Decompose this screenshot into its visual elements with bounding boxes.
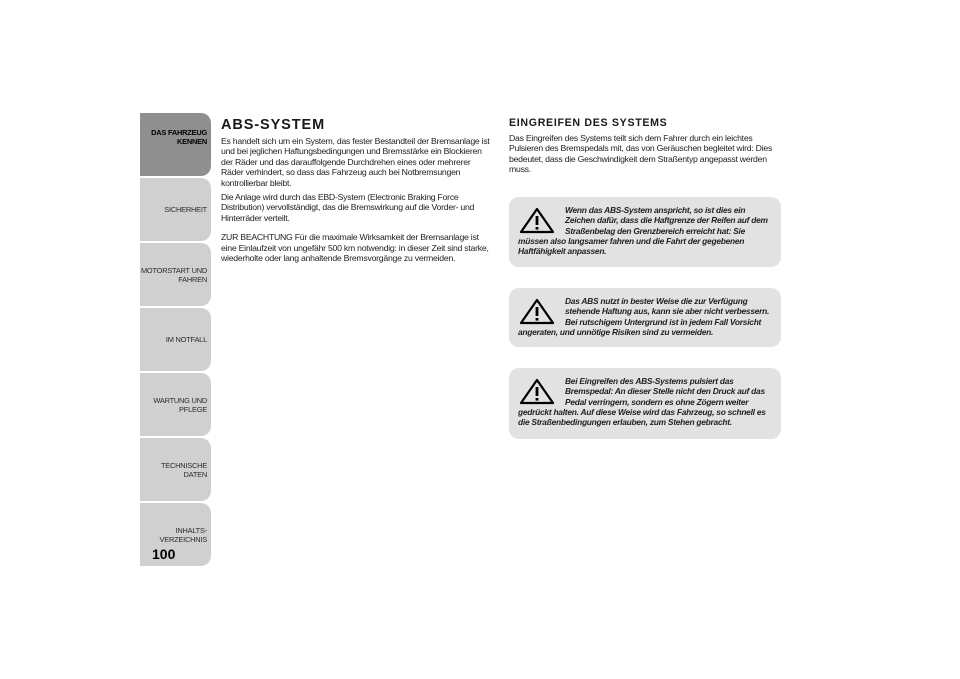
tab-label: INHALTS- VERZEICHNIS (159, 525, 207, 544)
tab-label: IM NOTFALL (165, 335, 207, 344)
tab-wartung-und-pflege[interactable] (140, 373, 211, 436)
system-intervention-section (509, 117, 781, 175)
warning-box (509, 197, 781, 267)
paragraph: Die Anlage wird durch das EBD-System (Electronic Braking Force Distribution) vervollständigt, das die Bremswirkung auf die Vorder- und Hinterräder verteilt. (221, 192, 475, 223)
warning-text: Wenn das ABS-System anspricht, so ist dies ein Zeichen dafür, dass die Haftgrenze der Reifen auf dem Straßenbelag den Grenzbereich erreicht hat: Sie müssen also langsamer fahren und die Fahrt der gegebenen Haftfähigkeit anpassen. (518, 205, 768, 257)
tab-motorstart-und-fahren[interactable] (140, 243, 211, 306)
section-heading: EINGREIFEN DES SYSTEMS (509, 117, 668, 129)
tab-label: TECHNISCHE DATEN (160, 460, 207, 479)
chapter-tabs (140, 113, 211, 568)
tab-das-fahrzeug-kennen[interactable] (140, 113, 211, 176)
warning-text: Bei Eingreifen des ABS-Systems pulsiert das Bremspedal: An dieser Stelle nicht den Druck auf das Pedal verringern, sondern es ohne Zögern weiter gedrückt halten. Auf diese Weise wird das Fahrzeug, so schnell es die Straßenbedingungen erlauben, zum Stehen gebracht. (518, 376, 766, 428)
tab-label: SICHERHEIT (164, 205, 207, 214)
paragraph-note: ZUR BEACHTUNG Für die maximale Wirksamkeit der Bremsanlage ist eine Einlaufzeit von ungefähr 500 km notwendig: in dieser Zeit sind starke, wiederholte oder lang anhaltende Bremsvorgänge zu vermeiden. (221, 232, 489, 264)
page-number: 100 (152, 546, 176, 562)
warning-triangle-icon (518, 378, 556, 405)
tab-technische-daten[interactable] (140, 438, 211, 501)
warning-triangle-icon (518, 207, 556, 234)
abs-section (221, 117, 491, 263)
warning-text: Das ABS nutzt in bester Weise die zur Verfügung stehende Haftung aus, kann sie aber nicht verbessern. Bei rutschigem Untergrund ist in jedem Fall Vorsicht angeraten, und unnötige Risiken sind zu vermeiden. (518, 296, 770, 337)
tab-label: DAS FAHRZEUG KENNEN (151, 127, 207, 146)
warning-triangle-icon (518, 298, 556, 325)
tab-sicherheit[interactable] (140, 178, 211, 241)
tab-im-notfall[interactable] (140, 308, 211, 371)
tab-label: MOTORSTART UND FAHREN (140, 265, 207, 284)
paragraph: Es handelt sich um ein System, das fester Bestandteil der Bremsanlage ist und bei jeglichen Haftungsbedingungen und Bremsstärke ein Blockieren der Räder und das darauffolgende Durchdrehen eines oder mehrerer Räder verhindert, so dass das Fahrzeug auch bei Notbremsungen kontrollierbar bleibt. (221, 136, 490, 188)
warning-box (509, 288, 781, 347)
tab-label: WARTUNG UND PFLEGE (153, 395, 207, 414)
section-heading: ABS-SYSTEM (221, 117, 326, 133)
warning-box (509, 368, 781, 439)
paragraph: Das Eingreifen des Systems teilt sich dem Fahrer durch ein leichtes Pulsieren des Bremspedals mit, das von Geräuschen begleitet wird: Dies bedeutet, dass die Geschwindigkeit dem Straßentyp angepasst werden muss. (509, 133, 773, 175)
